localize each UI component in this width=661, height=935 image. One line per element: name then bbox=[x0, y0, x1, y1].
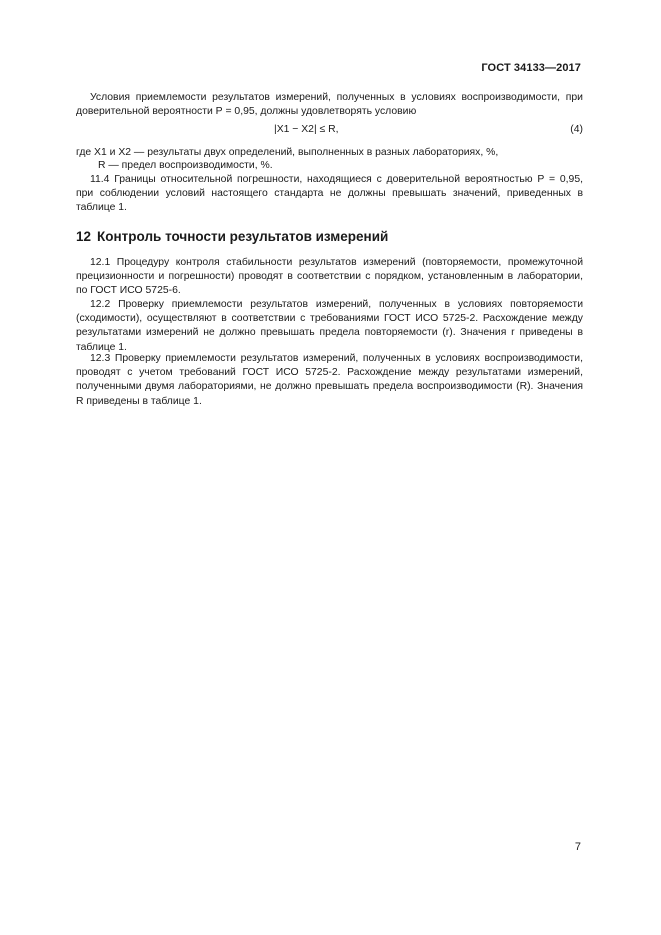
clause-12-3-text: 12.3 Проверку приемлемости результатов измерений, полученных в условиях воспроизводимости, проводят с учетом требований ГОСТ ИСО 5725-2. Расхождение между результатами измерений, полученными двумя лабораториями, не должно превышать предела воспроизводимости (R). Значения R приведены в таблице 1. bbox=[76, 353, 583, 407]
clause-12-3 bbox=[76, 352, 583, 409]
clause-11-4 bbox=[76, 173, 583, 216]
section-number: 12 bbox=[76, 229, 92, 244]
section-title: Контроль точности результатов измерений bbox=[97, 229, 389, 244]
where-block bbox=[76, 146, 583, 172]
document-id-header: ГОСТ 34133—2017 bbox=[481, 62, 581, 74]
where-line-1: где X1 и X2 — результаты двух определений, выполненных в разных лабораториях, %, bbox=[76, 147, 499, 158]
clause-12-2 bbox=[76, 298, 583, 355]
intro-paragraph bbox=[76, 91, 583, 119]
clause-12-1 bbox=[76, 256, 583, 299]
formula-number: (4) bbox=[570, 124, 583, 135]
intro-text: Условия приемлемости результатов измерений, полученных в условиях воспроизводимости, при доверительной вероятности Р = 0,95, должны удовлетворять условию bbox=[76, 92, 583, 118]
formula-expression: |X1 − X2| ≤ R, bbox=[274, 124, 339, 135]
clause-11-4-text: 11.4 Границы относительной погрешности, находящиеся с доверительной вероятностью Р = 0,95, при соблюдении условий настоящего стандарта не должны превышать значений, приведенных в таблице 1. bbox=[76, 174, 583, 214]
section-12-heading bbox=[76, 229, 388, 244]
where-line-2: R — предел воспроизводимости, %. bbox=[98, 160, 273, 171]
page-number: 7 bbox=[574, 841, 581, 853]
clause-12-2-text: 12.2 Проверку приемлемости результатов измерений, полученных в условиях повторяемости (сходимости), осуществляют в соответствии с требованиями ГОСТ ИСО 5725-2. Расхождение между результатами измерений не должно превышать предела повторяемости (r). Значения r приведены в таблице 1. bbox=[76, 299, 583, 353]
formula-4 bbox=[76, 124, 583, 140]
clause-12-1-text: 12.1 Процедуру контроля стабильности результатов измерений (повторяемости, промежуточной прецизионности и погрешности) проводят в соответствии с порядком, установленным в лаборатории, по ГОСТ ИСО 5725-6. bbox=[76, 257, 583, 297]
